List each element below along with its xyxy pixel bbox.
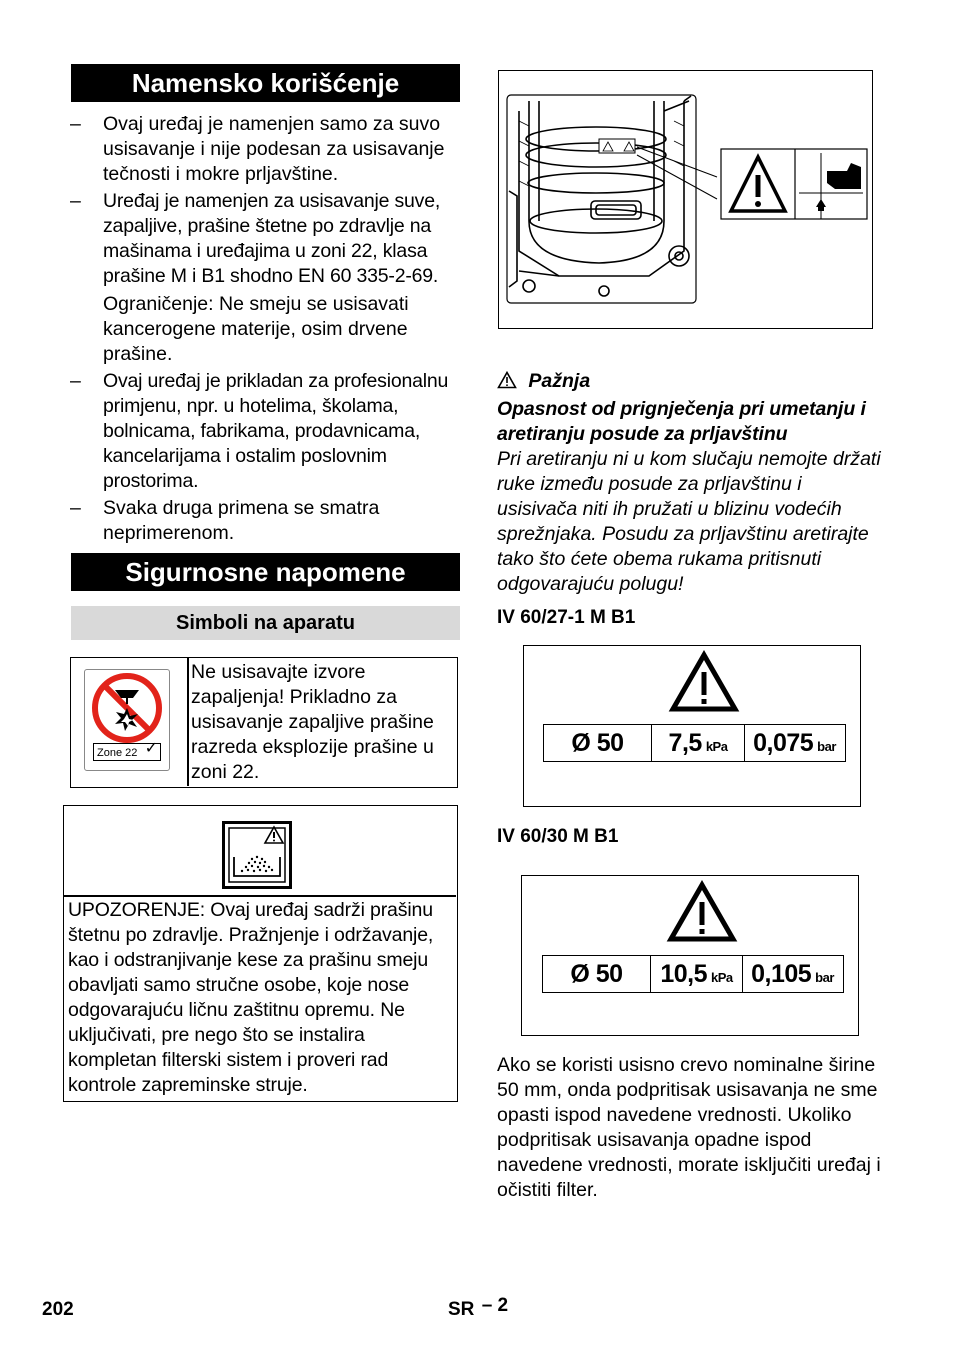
model-1-spec-row	[543, 724, 846, 762]
model-2-label: IV 60/30 M B1	[497, 826, 619, 847]
model-2-spec-row	[542, 955, 844, 993]
warning-triangle-icon	[497, 371, 517, 389]
list-item: – Ovaj uređaj je prikladan za profesionalnu primjenu, npr. u hotelima, školama, bolnicama, fabrikama, prodavnicama, kancelarijama i ostalim poslovnim prostorima.	[70, 370, 449, 492]
section-heading-safety: Sigurnosne napomene	[71, 553, 460, 591]
caution-heading: Pažnja	[497, 369, 877, 394]
list-item: – Svaka druga primena se smatra neprimerenom.	[70, 497, 380, 544]
diameter-cell: Ø 50	[544, 725, 652, 761]
warning-triangle-icon	[668, 650, 740, 714]
caution-title: Opasnost od prignječenja pri umetanju i aretiranju posude za prljavštinu	[497, 398, 866, 445]
list-item: – Uređaj je namenjen za usisavanje suve, zapaljive, prašine štetne po zdravlje na mašinama i uređajima u zoni 22, klasa prašine M i B1 shodno EN 60 335-2-69.	[70, 190, 441, 287]
table-divider	[64, 895, 456, 897]
vacuum-kpa-cell: 7,5 kPa	[652, 725, 745, 761]
model-1-label: IV 60/27-1 M B1	[497, 607, 636, 628]
diameter-cell: Ø 50	[543, 956, 651, 992]
footer-language: SR – 2	[448, 1295, 509, 1320]
warning-table	[63, 805, 458, 1102]
vacuum-bar-cell: 0,105 bar	[751, 960, 834, 988]
device-illustration-frame	[498, 70, 873, 329]
model-2-plate	[521, 875, 859, 1036]
table-divider	[187, 658, 189, 786]
hazardous-dust-icon	[222, 821, 292, 889]
vacuum-container-illustration	[499, 71, 871, 327]
vacuum-kpa-cell: 10,5 kPa	[651, 956, 743, 992]
model-1-plate	[523, 645, 861, 807]
zone-label: Zone 22 ✓	[93, 743, 161, 761]
warning-description: UPOZORENJE: Ovaj uređaj sadrži prašinu štetnu po zdravlje. Pražnjenje i održavanje, kao i odstranjivanje kese za prašinu smeju obavljati samo stručne osobe, koje nose odgovarajuću ličnu zaštitnu opremu. Ne uključivati, pre nego što se instalira kompletan filterski sistem i proveri rad kontrole zapreminske struje.	[68, 899, 434, 1096]
zone-22-symbol	[84, 669, 170, 771]
subheading-symbols: Simboli na aparatu	[71, 606, 460, 640]
caution-text: Pri aretiranju ni u kom slučaju nemojte držati ruke između posude za prljavštinu i usisivača niti ih pružati u blizinu vodećih sprežnjaka. Posudu za prljavštinu aretirajte tako što ćete obema rukama pritisnuti odgovarajuću polugu!	[497, 448, 881, 595]
page-number: 202	[42, 1299, 74, 1320]
closing-paragraph: Ako se koristi usisno crevo nominalne širine 50 mm, onda podpritisak usisavanja ne sme opasti ispod navedene vrednosti. Ukoliko podpritisak usisavanja opadne ispod navedene vrednosti, morate isključiti uređaj i očistiti filter.	[497, 1054, 881, 1201]
checkmark-icon: ✓	[144, 740, 158, 757]
vacuum-bar-cell: 0,075 bar	[753, 729, 836, 757]
section-heading-intended-use: Namensko korišćenje	[71, 64, 460, 102]
symbol-table	[70, 657, 458, 788]
list-item: Ograničenje: Ne smeju se usisavati kancerogene materije, osim drvene prašine.	[103, 293, 409, 365]
symbol-description: Ne usisavajte izvore zapaljenja! Prikladno za usisavanje zapaljive prašine razreda eksplozije prašine u zoni 22.	[191, 661, 434, 783]
hazardous-dust-symbol	[222, 821, 292, 889]
list-item: – Ovaj uređaj je namenjen samo za suvo usisavanje i nije podesan za usisavanje tečnosti i mokre prljavštine.	[70, 113, 445, 185]
warning-triangle-icon	[666, 880, 738, 944]
